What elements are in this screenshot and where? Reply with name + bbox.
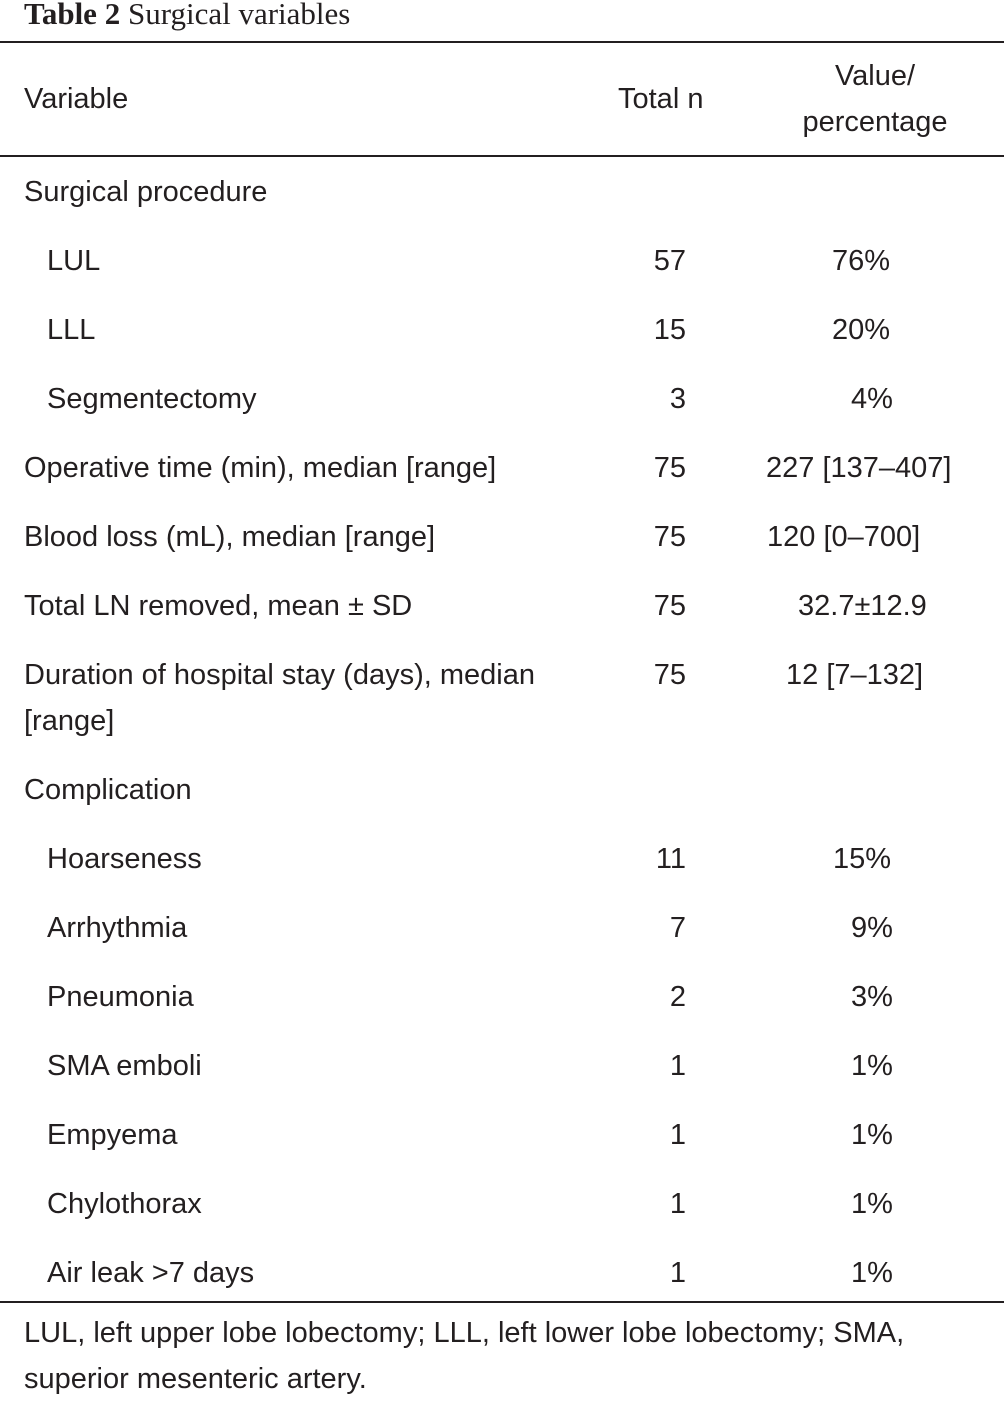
row-total-n: 11 [655, 843, 686, 875]
row-value: 12 [7–132] [786, 659, 924, 691]
row-label: Complication [24, 774, 192, 806]
row-total-n: 75 [653, 521, 686, 553]
table-row [0, 824, 1004, 893]
table-caption [24, 0, 350, 32]
table-row [0, 364, 1004, 433]
row-label: Chylothorax [47, 1188, 202, 1220]
row-total-n: 75 [653, 659, 686, 691]
table-row [0, 1169, 1004, 1238]
row-label: Arrhythmia [47, 912, 188, 944]
row-total-n: 7 [669, 912, 686, 944]
row-value: 227 [137–407] [766, 452, 952, 484]
table-row [0, 295, 1004, 364]
table-row [0, 1238, 1004, 1307]
header-total-n: Total n [618, 83, 704, 115]
row-value: 3% [851, 981, 893, 1013]
row-value: 120 [0–700] [767, 521, 921, 553]
row-label: Total LN removed, mean ± SD [24, 590, 413, 622]
row-value: 1% [851, 1188, 893, 1220]
row-label: Blood loss (mL), median [range] [24, 521, 436, 553]
row-value: 76% [832, 245, 891, 277]
row-total-n: 1 [669, 1257, 686, 1289]
row-label: Pneumonia [47, 981, 194, 1013]
row-total-n: 75 [653, 590, 686, 622]
row-total-n: 15 [653, 314, 686, 346]
header-value-percentage: Value/ percentage [802, 60, 948, 138]
row-value: 1% [851, 1050, 893, 1082]
table-row [0, 502, 1004, 571]
table-row [0, 1031, 1004, 1100]
table-row [0, 571, 1004, 640]
row-total-n: 1 [669, 1188, 686, 1220]
row-value: 9% [851, 912, 893, 944]
row-total-n: 1 [669, 1050, 686, 1082]
row-total-n: 75 [653, 452, 686, 484]
row-label: Air leak >7 days [47, 1257, 255, 1289]
row-label: LUL [47, 245, 101, 277]
row-label: Segmentectomy [47, 383, 257, 415]
row-total-n: 1 [669, 1119, 686, 1151]
row-value: 1% [851, 1119, 893, 1151]
row-value: 32.7±12.9 [798, 590, 927, 622]
row-value: 15% [833, 843, 892, 875]
table-row [0, 962, 1004, 1031]
row-label: Surgical procedure [24, 176, 268, 208]
row-label: LLL [47, 314, 96, 346]
row-label: Hoarseness [47, 843, 202, 875]
row-label: SMA emboli [47, 1050, 202, 1082]
table-title: Surgical variables [127, 0, 351, 31]
table-row [0, 157, 1004, 226]
row-total-n: 57 [653, 245, 686, 277]
header-variable: Variable [24, 83, 129, 115]
table-footnote: LUL, left upper lobe lobectomy; LLL, left lower lobe lobectomy; SMA, superior mesenteric artery. [24, 1317, 905, 1395]
row-value: 20% [832, 314, 891, 346]
table-body [0, 157, 1004, 1307]
row-label: Empyema [47, 1119, 178, 1151]
row-label: Duration of hospital stay (days), median [range] [24, 659, 535, 737]
table-header [0, 43, 1004, 155]
table-row [0, 893, 1004, 962]
row-value: 1% [851, 1257, 893, 1289]
table-row [0, 1100, 1004, 1169]
table-row [0, 433, 1004, 502]
table-row [0, 755, 1004, 824]
table-row [0, 226, 1004, 295]
row-total-n: 3 [669, 383, 686, 415]
row-label: Operative time (min), median [range] [24, 452, 497, 484]
row-value: 4% [851, 383, 893, 415]
table-row [0, 640, 1004, 755]
row-total-n: 2 [669, 981, 686, 1013]
table-number: Table 2 [24, 0, 121, 31]
bottom-rule [0, 1301, 1004, 1303]
